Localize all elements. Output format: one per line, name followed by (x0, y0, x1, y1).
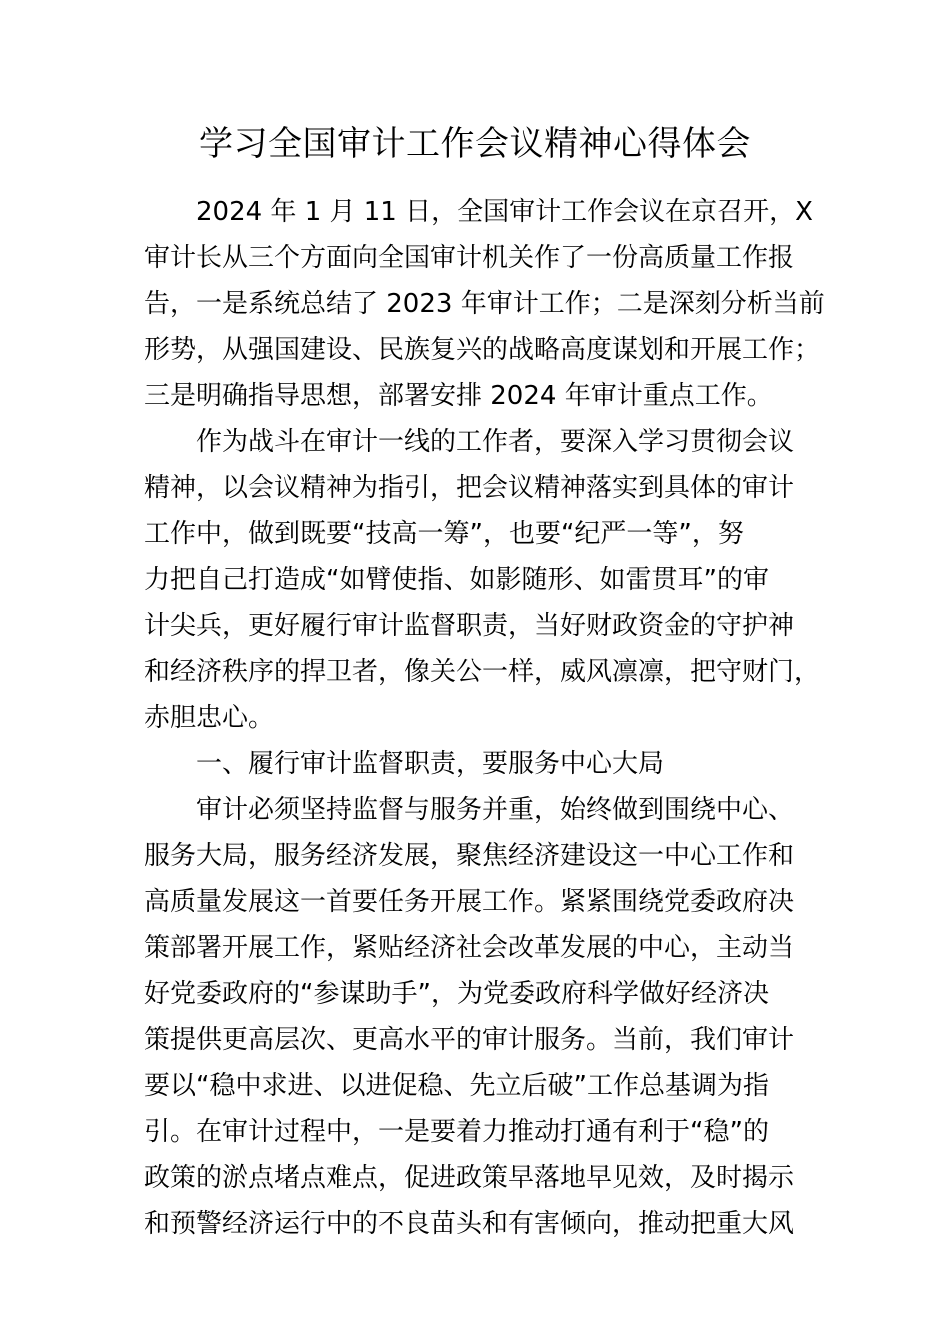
paragraph-3-line-1: 审计必须坚持监督与服务并重，始终做到围绕中心、 (196, 795, 795, 825)
paragraph-3-line-3: 高质量发展这一首要任务开展工作。紧紧围绕党委政府决 (144, 887, 795, 917)
paragraph-3-line-9: 政策的淤点堵点难点，促进政策早落地早见效，及时揭示 (144, 1163, 795, 1193)
paragraph-3-line-8: 引。在审计过程中，一是要着力推动打通有利于“稳”的 (144, 1117, 769, 1147)
paragraph-1-line-1: 2024 年 1 月 11 日，全国审计工作会议在京召开，X (196, 197, 813, 227)
paragraph-3-line-5: 好党委政府的“参谋助手”，为党委政府科学做好经济决 (144, 979, 769, 1009)
paragraph-3-line-2: 服务大局，服务经济发展，聚焦经济建设这一中心工作和 (144, 841, 795, 871)
paragraph-2-line-2: 精神，以会议精神为指引，把会议精神落实到具体的审计 (144, 473, 795, 503)
paragraph-3-line-7: 要以“稳中求进、以进促稳、先立后破”工作总基调为指 (144, 1071, 769, 1101)
paragraph-1-line-5: 三是明确指导思想，部署安排 2024 年审计重点工作。 (144, 381, 773, 411)
paragraph-2-line-6: 和经济秩序的捍卫者，像关公一样，威风凛凛，把守财门， (144, 657, 821, 687)
paragraph-1-line-4: 形势，从强国建设、民族复兴的战略高度谋划和开展工作； (144, 335, 821, 365)
paragraph-2-line-4: 力把自己打造成“如臂使指、如影随形、如雷贯耳”的审 (144, 565, 769, 595)
paragraph-1-line-2: 审计长从三个方面向全国审计机关作了一份高质量工作报 (144, 243, 795, 273)
paragraph-2-line-1: 作为战斗在审计一线的工作者，要深入学习贯彻会议 (196, 427, 795, 457)
paragraph-3-line-4: 策部署开展工作，紧贴经济社会改革发展的中心，主动当 (144, 933, 795, 963)
paragraph-3-line-10: 和预警经济运行中的不良苗头和有害倾向，推动把重大风 (144, 1209, 795, 1239)
paragraph-3-line-6: 策提供更高层次、更高水平的审计服务。当前，我们审计 (144, 1025, 795, 1055)
paragraph-2-line-7: 赤胆忠心。 (144, 703, 275, 733)
document-title: 学习全国审计工作会议精神心得体会 (199, 124, 751, 164)
paragraph-1-line-3: 告，一是系统总结了 2023 年审计工作；二是深刻分析当前 (144, 289, 825, 319)
paragraph-2-line-3: 工作中，做到既要“技高一筹”，也要“纪严一等”，努 (144, 519, 744, 549)
section-heading-1: 一、履行审计监督职责，要服务中心大局 (196, 749, 665, 779)
paragraph-2-line-5: 计尖兵，更好履行审计监督职责，当好财政资金的守护神 (144, 611, 795, 641)
